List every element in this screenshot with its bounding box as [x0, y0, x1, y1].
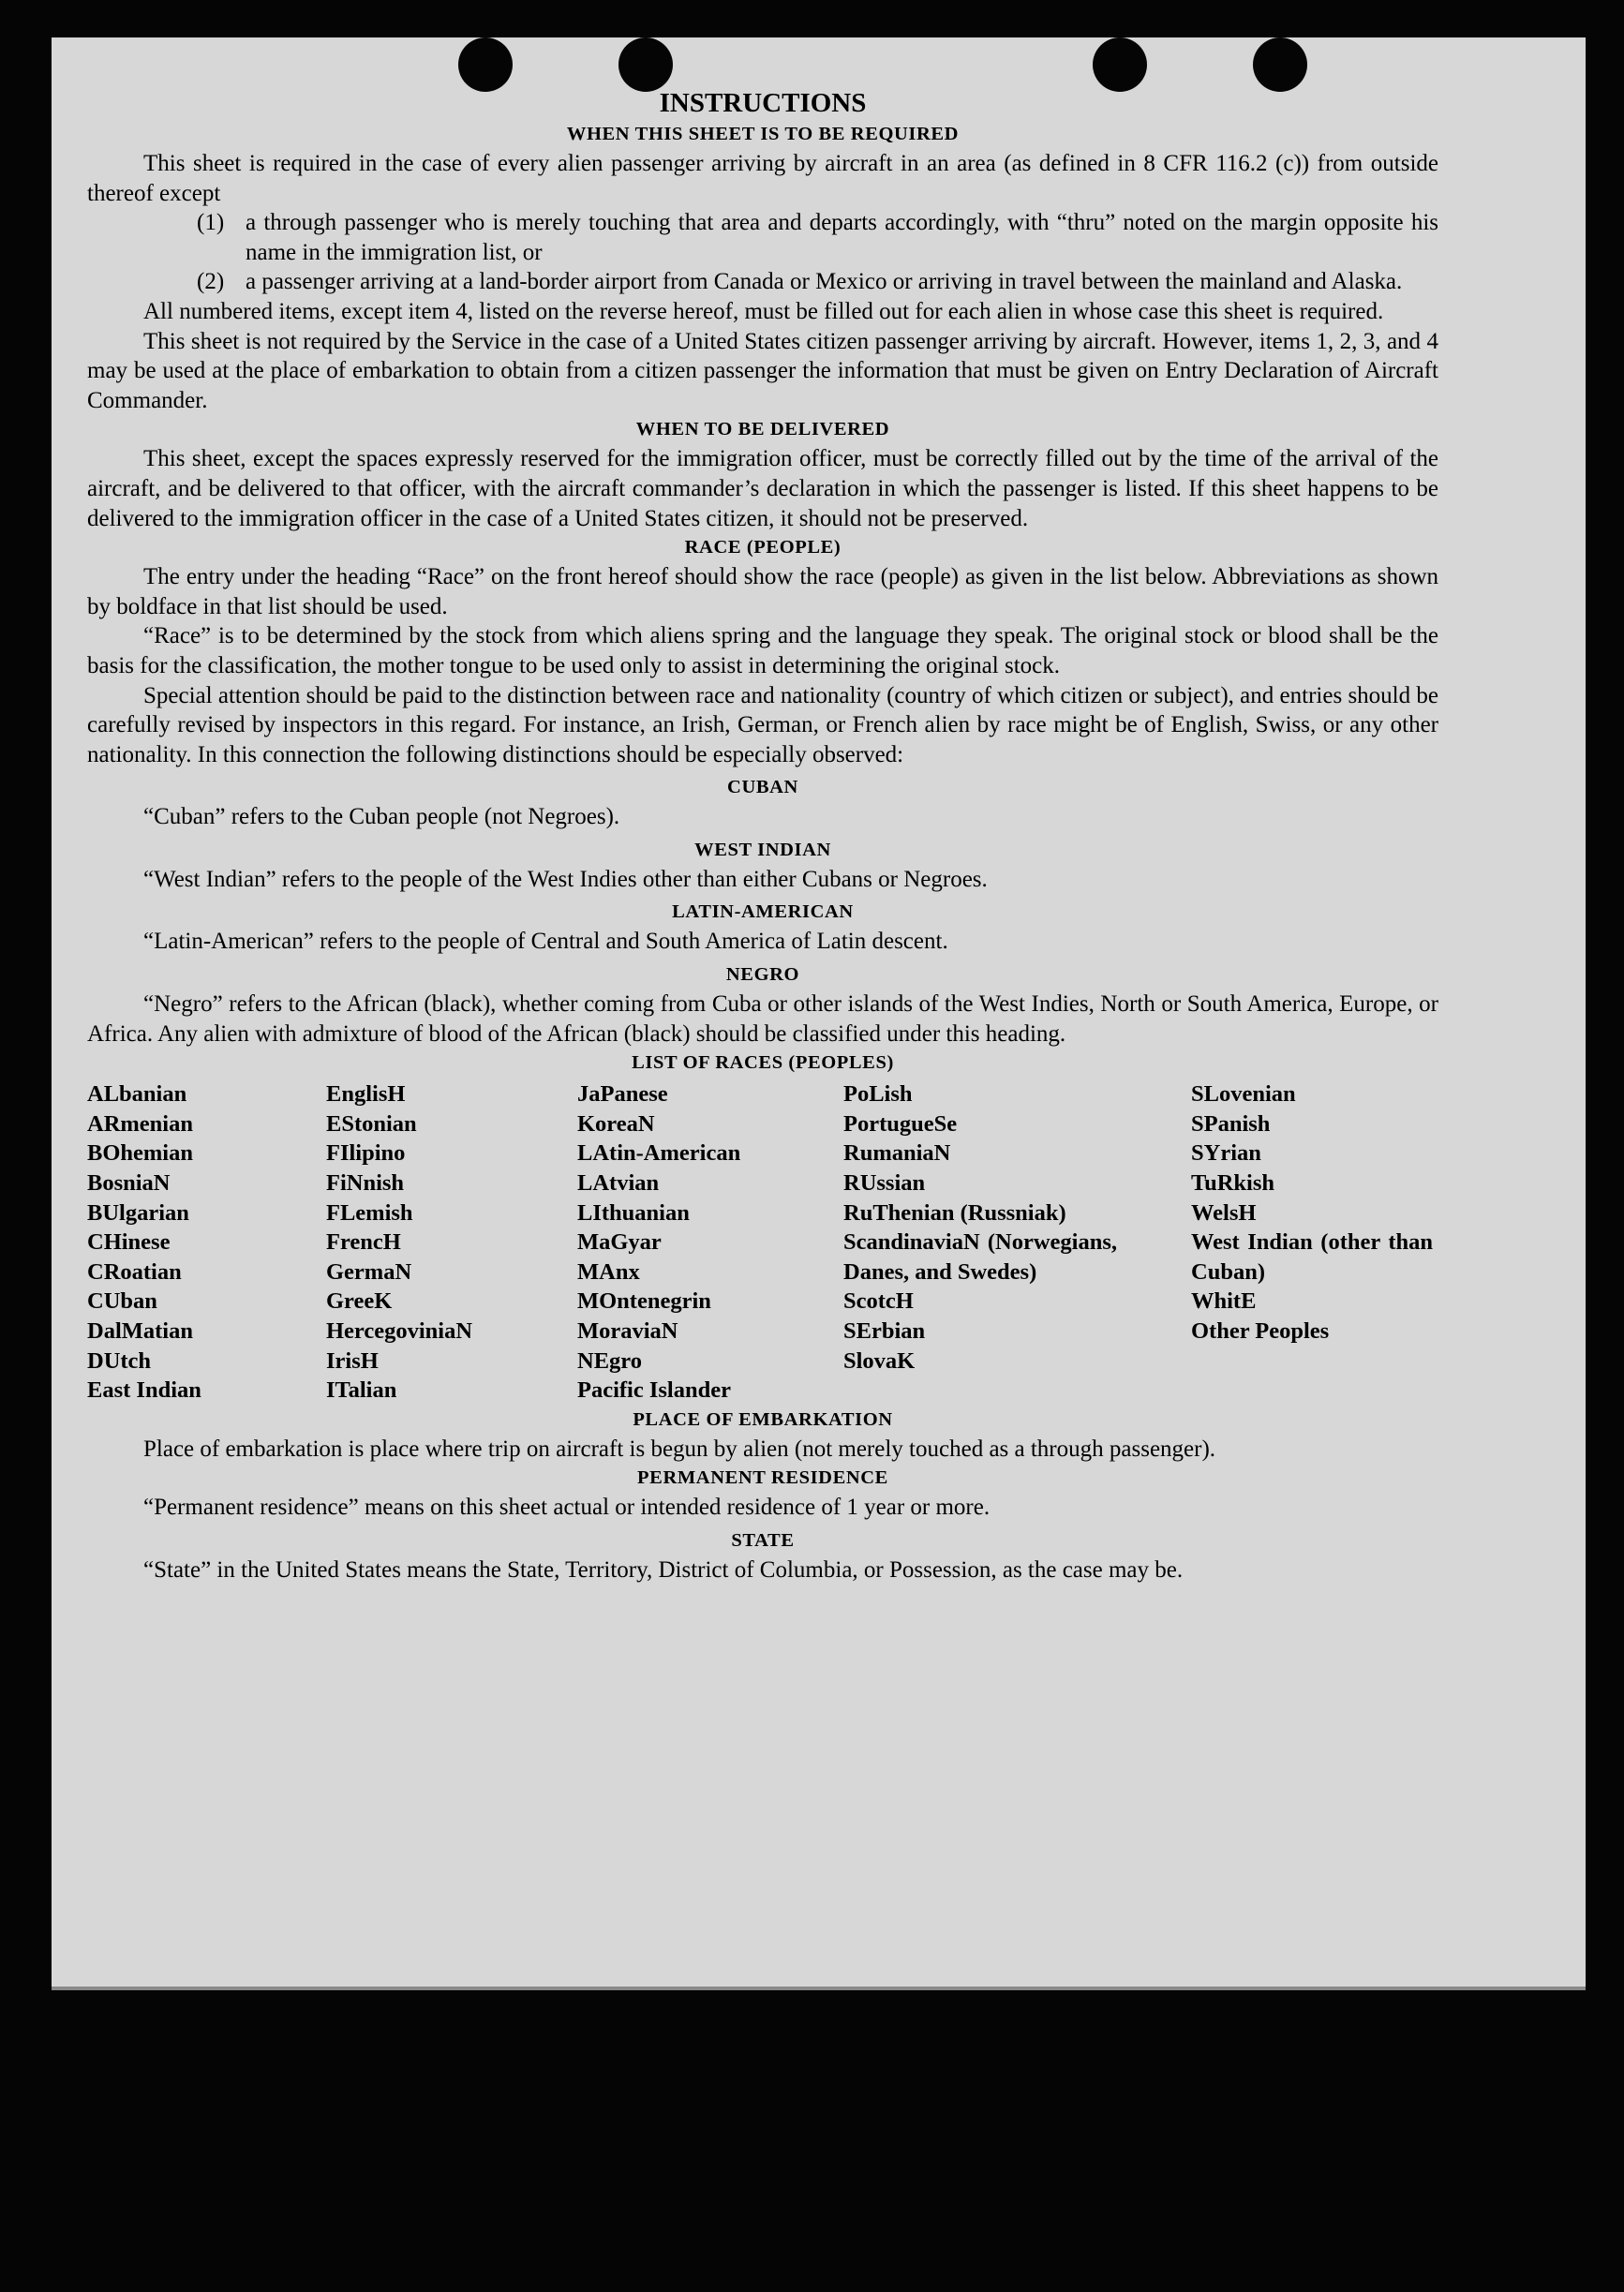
- race-entry: KoreaN: [577, 1110, 655, 1137]
- race-entry: IrisH: [326, 1347, 379, 1374]
- list-item-number: (1): [197, 210, 225, 236]
- paragraph-embarkation: Place of embarkation is place where trip on aircraft is begun by alien (not merely touched as a through passenger).: [143, 1436, 1216, 1462]
- race-entry: DalMatian: [87, 1318, 193, 1344]
- race-entry: ARmenian: [87, 1110, 193, 1137]
- section-heading-races-list: LIST OF RACES (PEOPLES): [632, 1052, 894, 1074]
- race-entry: RuThenian (Russniak): [843, 1199, 1066, 1226]
- race-entry: East Indian: [87, 1377, 201, 1404]
- paragraph-residence: “Permanent residence” means on this sheet actual or intended residence of 1 year or more.: [143, 1495, 991, 1521]
- list-item: [87, 208, 1438, 267]
- races-column: [843, 1079, 1191, 1406]
- paragraph-state: “State” in the United States means the State, Territory, District of Columbia, or Possession, as the case may be.: [143, 1556, 1184, 1583]
- races-column: [87, 1079, 326, 1406]
- section-heading-residence: PERMANENT RESIDENCE: [637, 1467, 888, 1489]
- race-entry: LAtvian: [577, 1170, 660, 1197]
- race-entry: EnglisH: [326, 1081, 406, 1108]
- race-entry: MAnx: [577, 1258, 640, 1285]
- race-entry: CHinese: [87, 1229, 171, 1256]
- paragraph-citizen: This sheet is not required by the Service in the case of a United States citizen passenger arriving by aircraft. However, items 1, 2, 3, and 4 may be used at the place of embarkation to obtain from a citizen passenger the information that must be given on Entry Declaration of Aircraft Commander.: [87, 328, 1438, 413]
- section-heading-when-required: WHEN THIS SHEET IS TO BE REQUIRED: [566, 124, 960, 144]
- race-entry: FIlipino: [326, 1140, 406, 1167]
- paragraph-race-entry: The entry under the heading “Race” on the front hereof should show the race (people) as given in the list below. Abbreviations as shown by boldface in that list should be used.: [87, 564, 1438, 619]
- paragraph-intro: This sheet is required in the case of every alien passenger arriving by aircraft in an area (as defined in 8 CFR 116.2 (c)) from outside thereof except: [87, 151, 1438, 206]
- race-entry: DUtch: [87, 1347, 152, 1374]
- race-entry: FiNnish: [326, 1170, 405, 1197]
- sheet-edge: [52, 1987, 1586, 1990]
- race-entry: ITalian: [326, 1377, 397, 1404]
- race-entry: BOhemian: [87, 1140, 193, 1167]
- races-column: [577, 1079, 843, 1406]
- punch-hole: [1093, 37, 1147, 92]
- races-column: [326, 1079, 577, 1406]
- race-entry: SErbian: [843, 1318, 926, 1344]
- section-heading-race: RACE (PEOPLE): [684, 537, 842, 558]
- document-content: [87, 86, 1438, 1585]
- race-entry: GreeK: [326, 1288, 393, 1315]
- race-entry: LAtin-American: [577, 1140, 741, 1167]
- paragraph-race-definition: “Race” is to be determined by the stock from which aliens spring and the language they speak. The original stock or blood shall be the basis for the classification, the mother tongue to be used only to assist in determining the original stock.: [87, 623, 1438, 678]
- race-entry: WelsH: [1191, 1199, 1257, 1226]
- race-entry: GermaN: [326, 1258, 412, 1285]
- punch-hole: [618, 37, 673, 92]
- punch-hole: [458, 37, 513, 92]
- list-item-text: a passenger arriving at a land-border airport from Canada or Mexico or arriving in travel between the mainland and Alaska.: [246, 269, 1403, 295]
- paragraph-west-indian: “West Indian” refers to the people of the West Indies other than either Cubans or Negroes.: [143, 866, 988, 892]
- race-entry: FLemish: [326, 1199, 413, 1226]
- race-entry: ScandinaviaN (Norwegians, Danes, and Swedes): [843, 1229, 1117, 1285]
- paragraph-race-nationality: Special attention should be paid to the distinction between race and nationality (country of which citizen or subject), and entries should be carefully revised by inspectors in this regard. For instance, an Irish, German, or French alien by race might be of English, Swiss, or any other nationality. In this connection the following distinctions should be especially observed:: [87, 682, 1438, 767]
- paragraph-numbered-items: All numbered items, except item 4, listed on the reverse hereof, must be filled out for each alien in whose case this sheet is required.: [143, 298, 1384, 324]
- race-entry: RumaniaN: [843, 1140, 951, 1167]
- race-entry: SPanish: [1191, 1110, 1271, 1137]
- paragraph-cuban: “Cuban” refers to the Cuban people (not Negroes).: [143, 804, 620, 830]
- race-entry: HercegoviniaN: [326, 1318, 473, 1344]
- section-heading-cuban: CUBAN: [727, 777, 798, 798]
- races-list: [87, 1079, 1438, 1406]
- paragraph-delivery: This sheet, except the spaces expressly reserved for the immigration officer, must be correctly filled out by the time of the arrival of the aircraft, and be delivered to that officer, with the aircraft commander’s declaration in which the passenger is listed. If this sheet happens to be delivered to the immigration officer in the case of a United States citizen, it should not be preserved.: [87, 446, 1438, 531]
- race-entry: WhitE: [1191, 1288, 1257, 1315]
- races-column: [1191, 1079, 1438, 1406]
- race-entry: LIthuanian: [577, 1199, 690, 1226]
- punch-hole: [1253, 37, 1307, 92]
- race-entry: MoraviaN: [577, 1318, 678, 1344]
- race-entry: CUban: [87, 1288, 157, 1315]
- race-entry: EStonian: [326, 1110, 417, 1137]
- race-entry: MOntenegrin: [577, 1288, 711, 1315]
- race-entry: ALbanian: [87, 1081, 187, 1108]
- paragraph-negro: “Negro” refers to the African (black), whether coming from Cuba or other islands of the West Indies, North or South America, Europe, or Africa. Any alien with admixture of blood of the African (black) should be classified under this heading.: [87, 991, 1438, 1047]
- race-entry: JaPanese: [577, 1081, 668, 1108]
- list-item: [87, 267, 1438, 297]
- section-heading-latin-american: LATIN-AMERICAN: [672, 901, 854, 923]
- race-entry: RUssian: [843, 1170, 926, 1197]
- race-entry: SLovenian: [1191, 1081, 1296, 1108]
- race-entry: TuRkish: [1191, 1170, 1275, 1197]
- race-entry: BosniaN: [87, 1170, 171, 1197]
- document-title: INSTRUCTIONS: [659, 88, 867, 118]
- race-entry: PortugueSe: [843, 1110, 958, 1137]
- race-entry: MaGyar: [577, 1229, 662, 1256]
- section-heading-negro: NEGRO: [725, 964, 800, 986]
- race-entry: NEgro: [577, 1347, 642, 1374]
- section-heading-embarkation: PLACE OF EMBARKATION: [633, 1408, 893, 1430]
- race-entry: SlovaK: [843, 1347, 916, 1374]
- race-entry: Other Peoples: [1191, 1318, 1330, 1344]
- race-entry: SYrian: [1191, 1140, 1261, 1167]
- race-entry: West Indian (other than Cuban): [1191, 1229, 1433, 1285]
- list-item-text: a through passenger who is merely touching that area and departs accordingly, with “thru” noted on the margin opposite his name in the immigration list, or: [246, 210, 1438, 265]
- race-entry: FrencH: [326, 1229, 401, 1256]
- section-heading-when-delivered: WHEN TO BE DELIVERED: [635, 419, 890, 440]
- section-heading-state: STATE: [731, 1529, 795, 1551]
- paragraph-latin-american: “Latin-American” refers to the people of Central and South America of Latin descent.: [143, 929, 948, 955]
- race-entry: Pacific Islander: [577, 1377, 731, 1404]
- section-heading-west-indian: WEST INDIAN: [694, 839, 831, 860]
- race-entry: PoLish: [843, 1081, 913, 1108]
- list-item-number: (2): [197, 269, 225, 295]
- race-entry: CRoatian: [87, 1258, 182, 1285]
- race-entry: ScotcH: [843, 1288, 914, 1315]
- race-entry: BUlgarian: [87, 1199, 189, 1226]
- exception-list: [87, 208, 1438, 297]
